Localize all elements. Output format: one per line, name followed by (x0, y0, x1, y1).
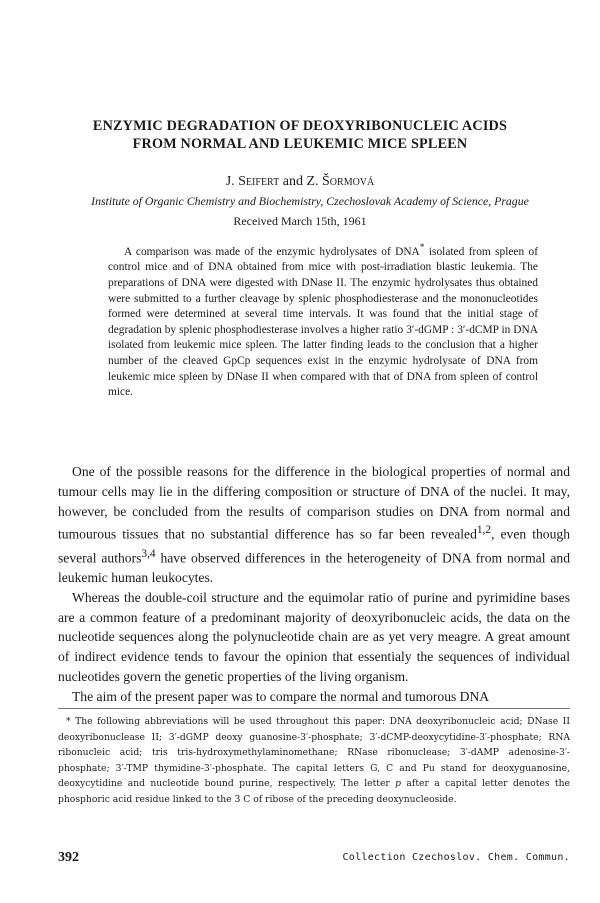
title-line-2: FROM NORMAL AND LEUKEMIC MICE SPLEEN (132, 136, 468, 152)
page-number: 392 (58, 850, 79, 865)
authors (60, 174, 540, 190)
paragraph-2: Whereas the double-coil structure and the equimolar ratio of purine and pyrimidine bases are a common feature of a predominant majority of deoxyribonucleic acids, the data on the nucleotide sequences along the polynucleotide chain are as yet very meagre. A great amount of indirect evidence tends to favour the opinion that essentialy the sequences of individual nucleotides govern the genetic properties of the living organism. (58, 589, 570, 685)
author-conjunction: and (282, 174, 303, 189)
article-title (60, 117, 540, 153)
paragraph-1-text-b: , even though several authors (58, 526, 570, 566)
title-line-1: ENZYMIC DEGRADATION OF DEOXYRIBONUCLEIC ACIDS (92, 118, 508, 134)
paragraph-1-text-c: have observed differences in the heterogeneity of DNA from normal and leukemic human leukocytes. (58, 550, 570, 586)
page-footer (58, 850, 570, 870)
footnote-italic-p: p (395, 778, 402, 790)
journal-name: Collection Czechoslov. Chem. Commun. (342, 852, 570, 863)
abstract-footnote-marker: * (419, 243, 425, 253)
body-text (58, 462, 570, 707)
paragraph-1 (58, 462, 570, 588)
footnote-text-1: * The following abbreviations will be used throughout this paper: DNA deoxyribonucleic acid; DNase II deoxyribonuclease II; 3′-dGMP deoxy guanosine-3′-phosphate; 3′-dCMP-deoxycytidine-3′-phosphate; RNA ribonucleic acid; tris tris-hydroxymethylaminomethane; RNase ribonuclease; 3′-dAMP adenosine-3′-phosphate; 3′-TMP thymidine-3′-phosphate. The capital letters G, C and Pu stand for deoxyguanosine, deoxycytidine and nucleotide bound purine, respectively. The letter (58, 716, 570, 790)
citation-1-2: 1,2 (476, 524, 492, 537)
footnote-text-2: after a capital letter denotes the phosphoric acid residue linked to the 3 C of ribose of the preceding deoxynucleoside. (58, 778, 570, 805)
paragraph-3: The aim of the present paper was to compare the normal and tumorous DNA (72, 688, 490, 704)
footnote-abbreviations (58, 714, 570, 808)
affiliation: Institute of Organic Chemistry and Biochemistry, Czechoslovak Academy of Science, Prague (91, 194, 529, 208)
abstract-text-2: isolated from spleen of control mice and of DNA obtained from mice with post-irradiation blastic leukemia. The preparations of DNA were digested with DNase II. The enzymic hydrolysates thus obtained were submitted to a further cleavage by splenic phosphodiesterase and the mononucleotides formed were determined at several time intervals. It was found that the initial stage of degradation by splenic phosphodiesterase involves a higher ratio 3′-dGMP : 3′-dCMP in DNA isolated from leukemic mice spleen. The latter finding leads to the conclusion that a higher number of the cleaved GpCp sequences exist in the enzymic hydrolysate of DNA from leukemic mice spleen by DNase II when compared with that of DNA from spleen of control mice. (108, 245, 538, 399)
received-date: Received March 15th, 1961 (233, 214, 367, 228)
abstract (108, 241, 538, 401)
footnote-divider (58, 708, 570, 709)
author-seifert: J. Seifert (225, 174, 280, 189)
abstract-text-1: A comparison was made of the enzymic hydrolysates of DNA (124, 245, 420, 258)
author-sormova: Z. Šormová (306, 174, 375, 189)
citation-3-4: 3,4 (141, 547, 156, 560)
paragraph-1-text-a: One of the possible reasons for the difference in the biological properties of normal and tumour cells may lie in the differing composition or structure of DNA of the nuclei. It may, however, be concluded from the results of comparison studies on DNA from normal and tumourous tissues that no substantial difference has so far been revealed (58, 464, 570, 542)
